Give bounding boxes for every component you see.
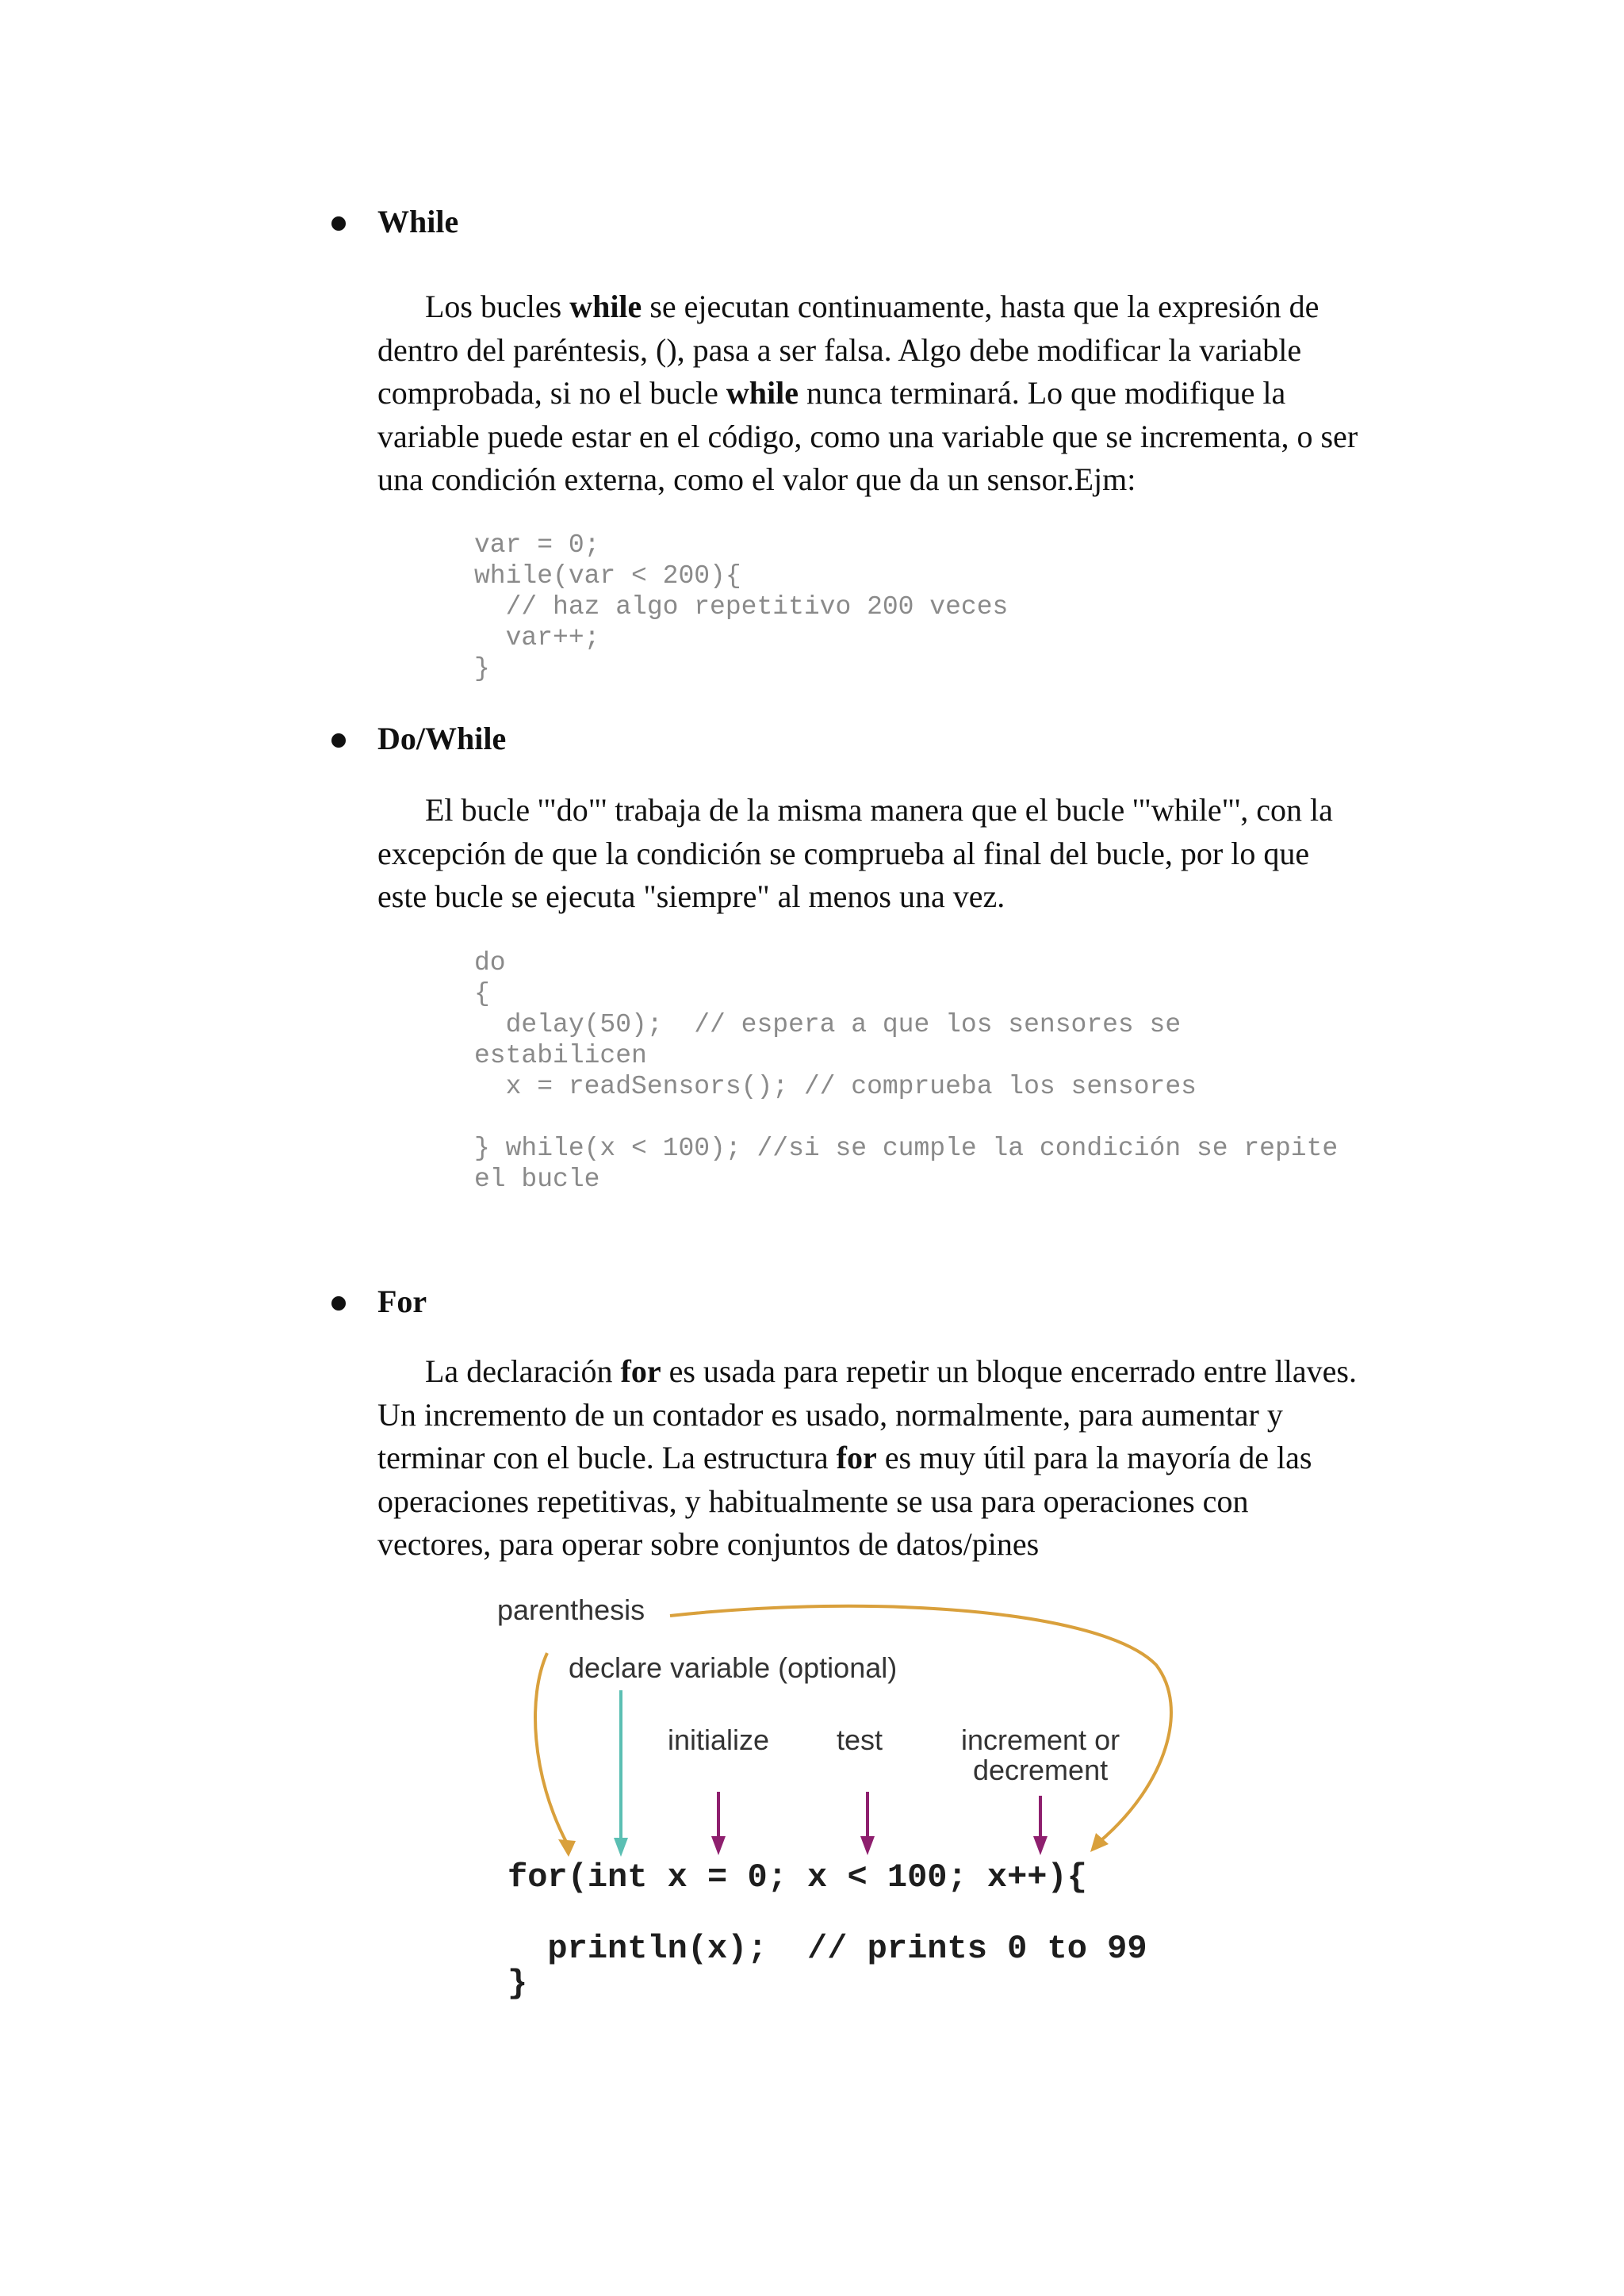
- parenthesis-arrow-right: [670, 1606, 1171, 1839]
- code-line: var++;: [474, 623, 600, 652]
- paragraph-line: excepción de que la condición se comprueba al final del bucle, por lo que: [377, 835, 1310, 871]
- paragraph-while: [377, 285, 1408, 502]
- paragraph-line: Los bucles while se ejecutan continuamente, hasta que la expresión de: [425, 289, 1320, 324]
- paragraph-line: La declaración for es usada para repetir un bloque encerrado entre llaves.: [425, 1353, 1357, 1389]
- paragraph-for: [377, 1350, 1408, 1567]
- test-arrowhead: [860, 1836, 875, 1855]
- parenthesis-arrowhead-left: [558, 1839, 576, 1857]
- paragraph-line: este bucle se ejecuta "siempre" al menos una vez.: [377, 878, 1005, 914]
- for-loop-diagram: [476, 1578, 1221, 2022]
- label-increment-line1: increment or: [961, 1724, 1120, 1756]
- code-line: {: [474, 979, 490, 1008]
- code-line: delay(50); // espera a que los sensores se: [474, 1010, 1182, 1039]
- diagram-code-line-3: }: [508, 1965, 528, 2003]
- code-block-dowhile: [474, 947, 1338, 1195]
- code-line: // haz algo repetitivo 200 veces: [474, 592, 1009, 622]
- initialize-arrowhead: [711, 1836, 726, 1855]
- code-line: el bucle: [474, 1165, 600, 1194]
- paragraph-line: vectores, para operar sobre conjuntos de datos/pines: [377, 1526, 1040, 1562]
- bullet-while: [331, 216, 346, 231]
- paragraph-line: Un incremento de un contador es usado, normalmente, para aumentar y: [377, 1396, 1283, 1433]
- code-block-while: [474, 530, 1008, 684]
- heading-for: For: [377, 1284, 427, 1319]
- paragraph-dowhile: [377, 789, 1408, 919]
- paragraph-line: El bucle '"do"' trabaja de la misma manera que el bucle '"while"', con la: [425, 792, 1333, 828]
- code-line: x = readSensors(); // comprueba los sensores: [474, 1072, 1197, 1101]
- paragraph-line: dentro del paréntesis, (), pasa a ser falsa. Algo debe modificar la variable: [377, 331, 1302, 368]
- label-initialize: initialize: [668, 1724, 770, 1756]
- diagram-code-line-1: for(int x = 0; x < 100; x++){: [508, 1858, 1087, 1896]
- heading-dowhile: Do/While: [377, 721, 507, 756]
- increment-arrowhead: [1033, 1836, 1048, 1855]
- label-test: test: [837, 1724, 883, 1756]
- parenthesis-arrow-left: [535, 1653, 567, 1843]
- paragraph-line: variable puede estar en el código, como una variable que se incrementa, o ser: [377, 418, 1358, 454]
- paragraph-line: una condición externa, como el valor que da un sensor.Ejm:: [377, 461, 1136, 497]
- code-line: do: [474, 948, 506, 978]
- diagram-code-line-2: println(x); // prints 0 to 99: [508, 1930, 1147, 1968]
- declare-arrowhead: [614, 1838, 628, 1857]
- code-line: }: [474, 654, 490, 683]
- code-line: var = 0;: [474, 530, 600, 560]
- bullet-dowhile: [331, 733, 346, 748]
- paragraph-line: comprobada, si no el bucle while nunca terminará. Lo que modifique la: [377, 375, 1286, 411]
- label-increment-line2: decrement: [973, 1754, 1109, 1786]
- bullet-for: [331, 1296, 346, 1311]
- label-parenthesis: parenthesis: [497, 1594, 645, 1626]
- code-line: [474, 1102, 1338, 1133]
- paragraph-line: operaciones repetitivas, y habitualmente se usa para operaciones con: [377, 1483, 1249, 1519]
- label-declare-variable: declare variable (optional): [569, 1651, 898, 1684]
- heading-while: While: [377, 204, 459, 239]
- code-line: } while(x < 100); //si se cumple la condición se repite: [474, 1134, 1339, 1163]
- code-line: while(var < 200){: [474, 561, 741, 591]
- paragraph-line: terminar con el bucle. La estructura for es muy útil para la mayoría de las: [377, 1440, 1312, 1475]
- code-line: estabilicen: [474, 1041, 647, 1070]
